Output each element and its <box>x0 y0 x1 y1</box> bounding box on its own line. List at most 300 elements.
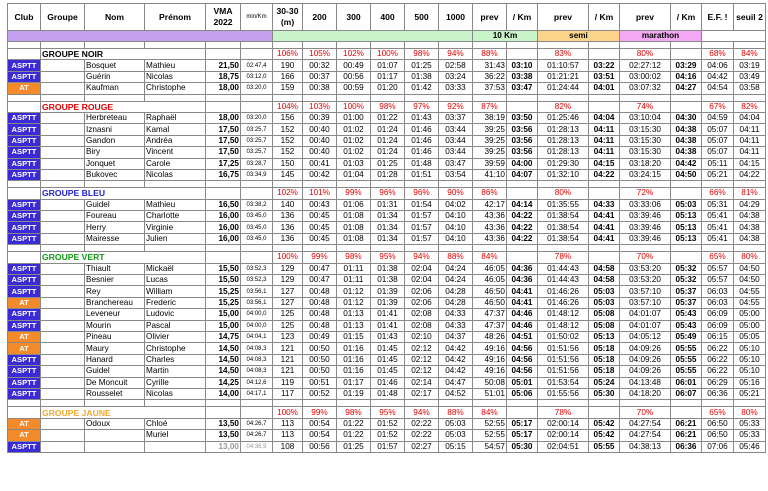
spacer-cell <box>538 245 589 252</box>
table-row <box>8 199 766 210</box>
cell-psemi: 01:53:54 <box>538 377 589 388</box>
cell-c1000: 04:33 <box>439 320 473 331</box>
cell-ksemi: 04:11 <box>589 124 620 135</box>
spacer-cell <box>41 181 85 188</box>
cell-vma: 17,50 <box>206 135 241 146</box>
cell-c400: 01:46 <box>371 377 405 388</box>
cell-k10: 04:22 <box>507 233 538 244</box>
group-cell <box>41 320 85 331</box>
cell-mk: 04:08,3 <box>241 354 273 365</box>
group-percent: 86% <box>473 188 507 199</box>
group-cell <box>41 211 85 222</box>
cell-vma: 15,25 <box>206 286 241 297</box>
cell-c500: 02:17 <box>405 388 439 399</box>
spacer-cell <box>507 42 538 49</box>
spacer-cell <box>473 94 507 101</box>
cell-c1000: 03:37 <box>439 112 473 123</box>
group-percent: 99% <box>337 188 371 199</box>
table-row <box>8 263 766 274</box>
cell-t30: 125 <box>273 320 303 331</box>
cell-c300: 01:19 <box>337 388 371 399</box>
cell-t30: 119 <box>273 377 303 388</box>
cell-c1000: 05:03 <box>439 430 473 441</box>
cell-pmar: 03:15:30 <box>620 124 671 135</box>
cell-c500: 02:08 <box>405 309 439 320</box>
group-cell <box>41 297 85 308</box>
cell-pmar: 04:01:07 <box>620 320 671 331</box>
cell-ef: 06:36 <box>702 388 734 399</box>
column-header: / Km <box>507 4 538 31</box>
cell-ef: 06:09 <box>702 320 734 331</box>
cell-ksemi: 04:41 <box>589 233 620 244</box>
runner-last-name: Rey <box>85 286 145 297</box>
cell-c400: 01:25 <box>371 158 405 169</box>
cell-kmar: 05:03 <box>671 199 702 210</box>
cell-kmar: 05:13 <box>671 222 702 233</box>
group-spacer <box>8 94 766 101</box>
group-name: GROUPE VERT <box>41 252 206 263</box>
cell-kmar: 04:50 <box>671 169 702 180</box>
cell-pmar: 04:18:20 <box>620 388 671 399</box>
cell-c1000: 03:24 <box>439 71 473 82</box>
spacer-cell <box>85 94 145 101</box>
table-row <box>8 366 766 377</box>
cell-k10: 03:56 <box>507 135 538 146</box>
cell-c500: 02:14 <box>405 377 439 388</box>
cell-p10: 42:17 <box>473 199 507 210</box>
cell-s2: 04:11 <box>734 147 766 158</box>
cell-ksemi: 04:41 <box>589 211 620 222</box>
cell-c400: 01:52 <box>371 418 405 429</box>
cell-c500: 02:06 <box>405 297 439 308</box>
cell-k10: 05:01 <box>507 377 538 388</box>
group-cell <box>41 366 85 377</box>
runner-first-name: Charlotte <box>145 211 206 222</box>
spacer-cell <box>241 400 273 407</box>
table-body <box>8 42 766 453</box>
cell-c200: 00:48 <box>303 309 337 320</box>
cell-c200: 00:37 <box>303 71 337 82</box>
cell-c500: 01:57 <box>405 211 439 222</box>
cell-mk: 03:25,7 <box>241 135 273 146</box>
group-percent: 96% <box>405 188 439 199</box>
group-percent <box>507 101 538 112</box>
spacer-cell <box>671 245 702 252</box>
cell-pmar: 04:38:13 <box>620 441 671 452</box>
cell-ef: 05:07 <box>702 135 734 146</box>
cell-s2: 05:00 <box>734 309 766 320</box>
cell-c400: 01:38 <box>371 263 405 274</box>
cell-p10: 36:22 <box>473 71 507 82</box>
cell-vma: 14,00 <box>206 388 241 399</box>
table-row <box>8 211 766 222</box>
cell-c1000: 02:58 <box>439 60 473 71</box>
cell-c500: 02:06 <box>405 286 439 297</box>
runner-last-name: Mairesse <box>85 233 145 244</box>
runner-first-name: Ludovic <box>145 309 206 320</box>
runner-last-name: Guidel <box>85 199 145 210</box>
club-badge: ASPTT <box>8 169 41 180</box>
cell-c500: 01:38 <box>405 71 439 82</box>
column-header: seuil 2 <box>734 4 766 31</box>
runner-first-name: Andréa <box>145 135 206 146</box>
group-percent: 98% <box>405 49 439 60</box>
cell-c200: 00:49 <box>303 331 337 342</box>
group-cell <box>41 147 85 158</box>
spacer-cell <box>538 94 589 101</box>
group-percent: 88% <box>473 49 507 60</box>
spacer-cell <box>439 42 473 49</box>
spacer-cell <box>371 245 405 252</box>
cell-mk: 03:56,1 <box>241 286 273 297</box>
cell-ef: 06:22 <box>702 366 734 377</box>
cell-vma: 13,50 <box>206 430 241 441</box>
runner-last-name: Branchereau <box>85 297 145 308</box>
cell-k10: 04:56 <box>507 366 538 377</box>
cell-kmar: 05:55 <box>671 343 702 354</box>
cell-ksemi: 04:58 <box>589 275 620 286</box>
cell-c200: 00:47 <box>303 263 337 274</box>
cell-k10: 03:10 <box>507 60 538 71</box>
spacer-cell <box>473 42 507 49</box>
spacer-cell <box>145 181 206 188</box>
cell-t30: 121 <box>273 343 303 354</box>
cell-p10: 46:50 <box>473 286 507 297</box>
cell-psemi: 01:28:13 <box>538 124 589 135</box>
cell-kmar: 05:55 <box>671 354 702 365</box>
group-spacer <box>8 42 766 49</box>
cell-mk: 03:52,3 <box>241 263 273 274</box>
cell-ksemi: 03:22 <box>589 60 620 71</box>
spacer-cell <box>41 42 85 49</box>
spacer-cell <box>620 400 671 407</box>
runner-last-name: Iznasni <box>85 124 145 135</box>
cell-ksemi: 05:08 <box>589 309 620 320</box>
column-header: 300 <box>337 4 371 31</box>
cell-p10: 38:19 <box>473 112 507 123</box>
cell-psemi: 01:55:56 <box>538 388 589 399</box>
group-percent: 66% <box>702 188 734 199</box>
cell-vma: 17,50 <box>206 147 241 158</box>
cell-c1000: 03:44 <box>439 124 473 135</box>
group-percent: 84% <box>473 407 507 418</box>
spacer-cell <box>85 400 145 407</box>
cell-mk: 03:45,0 <box>241 233 273 244</box>
club-badge: ASPTT <box>8 124 41 135</box>
cell-ksemi: 05:24 <box>589 377 620 388</box>
cell-t30: 145 <box>273 169 303 180</box>
spacer-cell <box>734 94 766 101</box>
column-header: min/Km <box>241 4 273 31</box>
runner-first-name: Mickaël <box>145 263 206 274</box>
table-row <box>8 441 766 452</box>
cell-c300: 01:03 <box>337 158 371 169</box>
cell-c500: 02:22 <box>405 430 439 441</box>
group-percent: 94% <box>405 407 439 418</box>
group-cell <box>41 275 85 286</box>
cell-c400: 01:52 <box>371 430 405 441</box>
spacer-cell <box>671 181 702 188</box>
spacer-cell <box>337 42 371 49</box>
cell-k10: 05:06 <box>507 388 538 399</box>
cell-vma: 17,25 <box>206 158 241 169</box>
club-badge: AT <box>8 297 41 308</box>
cell-c300: 01:08 <box>337 222 371 233</box>
table-row <box>8 83 766 94</box>
group-percent: 104% <box>273 101 303 112</box>
cell-c1000: 03:54 <box>439 169 473 180</box>
group-percent <box>671 101 702 112</box>
group-percent: 65% <box>702 252 734 263</box>
spacer-cell <box>206 400 241 407</box>
cell-kmar: 06:07 <box>671 388 702 399</box>
spacer-cell <box>538 42 589 49</box>
cell-vma: 15,25 <box>206 297 241 308</box>
group-cell <box>41 112 85 123</box>
cell-c400: 01:07 <box>371 60 405 71</box>
cell-mk: 03:28,7 <box>241 158 273 169</box>
column-header: / Km <box>671 4 702 31</box>
cell-pmar: 02:27:12 <box>620 60 671 71</box>
club-badge: ASPTT <box>8 60 41 71</box>
group-cell <box>41 343 85 354</box>
column-header: Groupe <box>41 4 85 31</box>
cell-kmar: 06:21 <box>671 430 702 441</box>
cell-mk: 03:20,0 <box>241 112 273 123</box>
group-percent: 74% <box>620 101 671 112</box>
table-row <box>8 112 766 123</box>
cell-psemi: 01:51:56 <box>538 366 589 377</box>
cell-c500: 01:42 <box>405 83 439 94</box>
table-row <box>8 158 766 169</box>
group-cell <box>41 430 85 441</box>
spacer-cell <box>702 94 734 101</box>
runner-last-name: Bukovec <box>85 169 145 180</box>
cell-t30: 152 <box>273 124 303 135</box>
runner-first-name: Christophe <box>145 83 206 94</box>
cell-p10: 49:16 <box>473 354 507 365</box>
cell-mk: 03:34,9 <box>241 169 273 180</box>
cell-ksemi: 05:55 <box>589 441 620 452</box>
cell-c1000: 04:24 <box>439 275 473 286</box>
cell-c500: 02:27 <box>405 441 439 452</box>
group-percent <box>589 49 620 60</box>
spacer-cell <box>8 42 41 49</box>
cell-t30: 129 <box>273 263 303 274</box>
cell-psemi: 01:44:43 <box>538 275 589 286</box>
band-row <box>8 31 766 42</box>
runner-last-name <box>85 441 145 452</box>
cell-c300: 01:00 <box>337 112 371 123</box>
cell-s2: 05:16 <box>734 377 766 388</box>
cell-ksemi: 05:18 <box>589 343 620 354</box>
group-percent: 100% <box>273 252 303 263</box>
cell-s2: 03:19 <box>734 60 766 71</box>
cell-pmar: 03:24:15 <box>620 169 671 180</box>
runner-last-name: Mourin <box>85 320 145 331</box>
cell-mk: 04:26,7 <box>241 430 273 441</box>
runner-first-name: Lucas <box>145 275 206 286</box>
cell-ksemi: 04:33 <box>589 199 620 210</box>
group-percent: 105% <box>303 49 337 60</box>
spacer-cell <box>620 245 671 252</box>
club-badge: ASPTT <box>8 211 41 222</box>
cell-c400: 01:20 <box>371 83 405 94</box>
spacer-cell <box>8 245 41 252</box>
spacer-cell <box>371 181 405 188</box>
cell-c500: 01:46 <box>405 124 439 135</box>
cell-mk: 03:25,7 <box>241 124 273 135</box>
cell-c400: 01:45 <box>371 354 405 365</box>
club-badge: ASPTT <box>8 222 41 233</box>
group-cell <box>41 418 85 429</box>
cell-t30: 159 <box>273 83 303 94</box>
cell-pmar: 03:10:04 <box>620 112 671 123</box>
cell-c300: 00:49 <box>337 60 371 71</box>
group-cell <box>41 286 85 297</box>
cell-vma: 18,00 <box>206 83 241 94</box>
cell-ksemi: 04:01 <box>589 83 620 94</box>
group-percent: 94% <box>405 252 439 263</box>
cell-mk: 03:20,0 <box>241 83 273 94</box>
group-cell <box>206 101 241 112</box>
spacer-cell <box>273 400 303 407</box>
cell-ksemi: 05:42 <box>589 430 620 441</box>
club-badge: ASPTT <box>8 354 41 365</box>
cell-c400: 01:34 <box>371 233 405 244</box>
group-percent <box>589 188 620 199</box>
group-percent: 88% <box>439 407 473 418</box>
cell-c200: 00:32 <box>303 60 337 71</box>
cell-c400: 01:45 <box>371 366 405 377</box>
group-percent: 99% <box>303 252 337 263</box>
cell-c500: 02:12 <box>405 343 439 354</box>
club-badge: ASPTT <box>8 71 41 82</box>
club-badge: AT <box>8 418 41 429</box>
cell-c200: 00:54 <box>303 430 337 441</box>
spacer-cell <box>734 400 766 407</box>
runner-first-name: Mathieu <box>145 60 206 71</box>
spacer-cell <box>405 94 439 101</box>
cell-vma: 13,00 <box>206 441 241 452</box>
group-percent: 80% <box>734 407 766 418</box>
cell-pmar: 04:09:26 <box>620 354 671 365</box>
runner-last-name: Gandon <box>85 135 145 146</box>
runner-last-name: Hanard <box>85 354 145 365</box>
spacer-cell <box>206 181 241 188</box>
group-row <box>8 407 766 418</box>
runner-first-name: Olivier <box>145 331 206 342</box>
cell-c500: 02:04 <box>405 263 439 274</box>
group-percent <box>671 407 702 418</box>
cell-c300: 01:02 <box>337 135 371 146</box>
cell-kmar: 05:43 <box>671 309 702 320</box>
cell-ksemi: 04:11 <box>589 135 620 146</box>
cell-kmar: 04:27 <box>671 83 702 94</box>
band-10km: 10 Km <box>473 31 538 42</box>
spacer-cell <box>85 181 145 188</box>
cell-c200: 00:40 <box>303 124 337 135</box>
cell-kmar: 05:13 <box>671 233 702 244</box>
cell-psemi: 01:46:26 <box>538 286 589 297</box>
group-percent: 80% <box>620 49 671 60</box>
group-percent: 65% <box>702 407 734 418</box>
cell-ef: 04:59 <box>702 112 734 123</box>
cell-ef: 06:03 <box>702 297 734 308</box>
cell-ksemi: 05:30 <box>589 388 620 399</box>
cell-c1000: 04:42 <box>439 354 473 365</box>
cell-ef: 05:41 <box>702 211 734 222</box>
cell-ksemi: 05:13 <box>589 331 620 342</box>
cell-psemi: 02:00:14 <box>538 430 589 441</box>
cell-pmar: 03:57:10 <box>620 286 671 297</box>
table-row <box>8 169 766 180</box>
cell-pmar: 03:53:20 <box>620 263 671 274</box>
cell-c500: 02:08 <box>405 320 439 331</box>
group-cell <box>41 135 85 146</box>
cell-psemi: 01:48:12 <box>538 309 589 320</box>
cell-vma: 18,75 <box>206 71 241 82</box>
cell-s2: 05:21 <box>734 388 766 399</box>
spacer-cell <box>620 181 671 188</box>
cell-pmar: 03:57:10 <box>620 297 671 308</box>
spacer-cell <box>734 42 766 49</box>
runner-first-name: Vincent <box>145 147 206 158</box>
cell-c300: 00:56 <box>337 71 371 82</box>
cell-psemi: 01:29:30 <box>538 158 589 169</box>
cell-p10: 49:16 <box>473 343 507 354</box>
cell-p10: 31:43 <box>473 60 507 71</box>
cell-mk: 04:26,7 <box>241 418 273 429</box>
cell-c200: 00:48 <box>303 320 337 331</box>
cell-s2: 04:50 <box>734 263 766 274</box>
spacer-cell <box>337 94 371 101</box>
runner-last-name: Guérin <box>85 71 145 82</box>
cell-p10: 47:37 <box>473 320 507 331</box>
runner-last-name: Foureau <box>85 211 145 222</box>
cell-p10: 46:05 <box>473 263 507 274</box>
cell-k10: 03:56 <box>507 124 538 135</box>
cell-c300: 01:22 <box>337 430 371 441</box>
group-percent <box>589 101 620 112</box>
runner-last-name: Odoux <box>85 418 145 429</box>
cell-ksemi: 04:11 <box>589 147 620 158</box>
spacer-cell <box>473 245 507 252</box>
column-header: Club <box>8 4 41 31</box>
group-percent: 70% <box>620 252 671 263</box>
club-badge: ASPTT <box>8 309 41 320</box>
cell-ef: 06:22 <box>702 354 734 365</box>
cell-ef: 06:29 <box>702 377 734 388</box>
cell-s2: 04:29 <box>734 199 766 210</box>
cell-kmar: 05:37 <box>671 286 702 297</box>
spacer-cell <box>473 181 507 188</box>
cell-t30: 125 <box>273 309 303 320</box>
spacer-cell <box>589 94 620 101</box>
cell-ksemi: 05:08 <box>589 320 620 331</box>
cell-ksemi: 05:18 <box>589 354 620 365</box>
cell-c500: 01:57 <box>405 222 439 233</box>
runner-last-name <box>85 430 145 441</box>
spacer-cell <box>303 42 337 49</box>
cell-s2: 04:50 <box>734 275 766 286</box>
spacer-cell <box>702 42 734 49</box>
cell-k10: 04:41 <box>507 297 538 308</box>
cell-ef: 05:41 <box>702 233 734 244</box>
runner-first-name: Raphaël <box>145 112 206 123</box>
spacer-cell <box>8 181 41 188</box>
table-row <box>8 343 766 354</box>
